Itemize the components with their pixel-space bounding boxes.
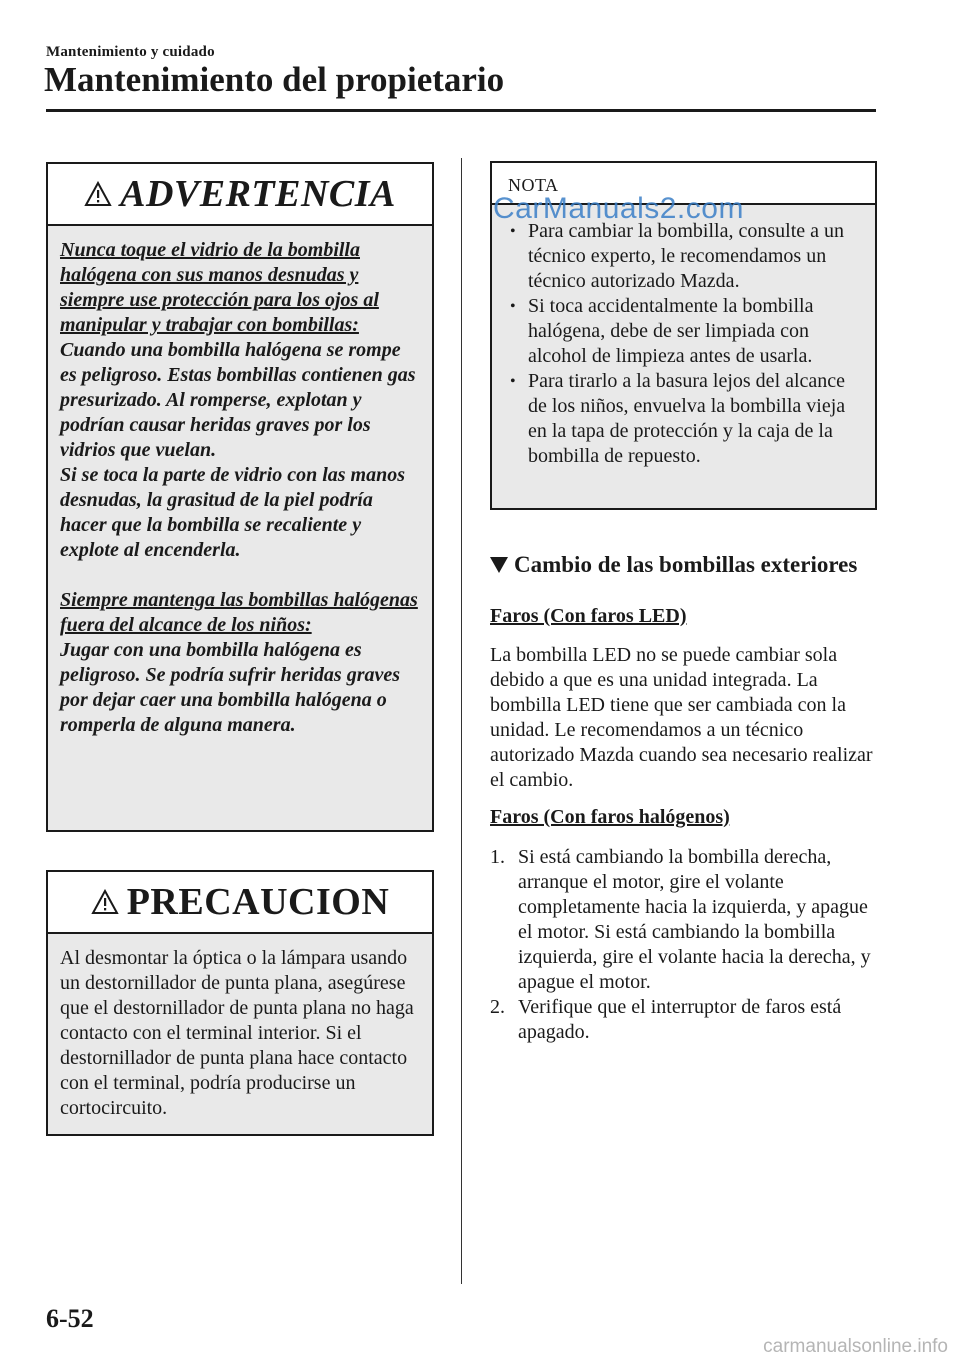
- led-heading: Faros (Con faros LED): [490, 605, 687, 627]
- precaucion-title: PRECAUCION: [126, 881, 390, 923]
- step-number: 2.: [490, 996, 505, 1018]
- column-divider: [461, 158, 462, 1284]
- steps-list: [490, 845, 875, 1045]
- section-label: Mantenimiento y cuidado: [46, 44, 215, 60]
- precaucion-header: [48, 872, 432, 934]
- advertencia-body: [48, 226, 432, 752]
- step-text: Verifique que el interruptor de faros está apagado.: [518, 996, 842, 1043]
- advertencia-text-2: Si se toca la parte de vidrio con las manos desnudas, la grasitud de la piel podría hacer que la bombilla se recaliente y explote al encenderla.: [60, 464, 405, 561]
- warning-triangle-icon: [84, 181, 112, 207]
- nota-item: [508, 294, 867, 369]
- nota-list: [492, 205, 875, 469]
- step-item: [490, 995, 875, 1045]
- advertencia-underlined-1: Nunca toque el vidrio de la bombilla halógena con sus manos desnudas y siempre use protección para los ojos al manipular y trabajar con bombillas:: [60, 239, 379, 336]
- nota-item: [508, 219, 867, 294]
- section-heading: [490, 552, 857, 578]
- precaucion-box: [46, 870, 434, 1136]
- nota-item-text: Para cambiar la bombilla, consulte a un técnico experto, le recomendamos un técnico autorizado Mazda.: [528, 220, 845, 292]
- title-rule: [46, 109, 876, 112]
- triangle-down-icon: [490, 557, 508, 573]
- spacer: [60, 563, 420, 588]
- warning-triangle-icon: [91, 889, 119, 915]
- led-text: La bombilla LED no se puede cambiar sola debido a que es una unidad integrada. La bombilla LED tiene que ser cambiada con la unidad. Le recomendamos a un técnico autorizado Mazda cuando sea necesario realizar el cambio.: [490, 644, 873, 791]
- step-text: Si está cambiando la bombilla derecha, arranque el motor, gire el volante completamente hacia la izquierda, y apague el motor. Si está cambiando la bombilla izquierda, gire el volante hacia la derecha, y apague el motor.: [518, 846, 871, 993]
- step-item: [490, 845, 875, 995]
- bullet-icon: •: [510, 373, 516, 390]
- advertencia-paragraph-1: [60, 238, 420, 563]
- bullet-icon: •: [510, 223, 516, 240]
- advertencia-text-1: Cuando una bombilla halógena se rompe es peligroso. Estas bombillas contienen gas presurizado. Al romperse, explotan y podrían causar heridas graves por los vidrios que vuelan.: [60, 339, 416, 461]
- section-heading-text: Cambio de las bombillas exteriores: [514, 552, 858, 577]
- watermark-bottom: carmanualsonline.info: [763, 1336, 948, 1357]
- halogen-heading: Faros (Con faros halógenos): [490, 806, 730, 828]
- precaucion-text: Al desmontar la óptica o la lámpara usando un destornillador de punta plana, asegúrese que el destornillador de punta plana no haga contacto con el terminal interior. Si el destornillador de punta plana hace contacto con el terminal, podría producirse un cortocircuito.: [60, 947, 414, 1119]
- watermark-top: CarManuals2.com: [493, 192, 744, 225]
- advertencia-paragraph-3: [60, 588, 420, 738]
- nota-item: [508, 369, 867, 469]
- nota-title: NOTA: [492, 163, 875, 205]
- advertencia-title: ADVERTENCIA: [120, 173, 396, 215]
- advertencia-underlined-3: Siempre mantenga las bombillas halógenas fuera del alcance de los niños:: [60, 589, 418, 636]
- precaucion-body: [48, 934, 432, 1135]
- nota-item-text: Para tirarlo a la basura lejos del alcance de los niños, envuelva la bombilla vieja en la tapa de protección y la caja de la bombilla de repuesto.: [528, 370, 846, 467]
- step-number: 1.: [490, 846, 505, 868]
- page-title: Mantenimiento del propietario: [44, 60, 505, 99]
- page-number: 6-52: [46, 1304, 94, 1333]
- advertencia-header: [48, 164, 432, 226]
- bullet-icon: •: [510, 298, 516, 315]
- advertencia-text-3: Jugar con una bombilla halógena es peligroso. Se podría sufrir heridas graves por dejar caer una bombilla halógena o romperla de alguna manera.: [60, 639, 401, 736]
- advertencia-box: [46, 162, 434, 832]
- nota-item-text: Si toca accidentalmente la bombilla halógena, debe de ser limpiada con alcohol de limpieza antes de usarla.: [528, 295, 814, 367]
